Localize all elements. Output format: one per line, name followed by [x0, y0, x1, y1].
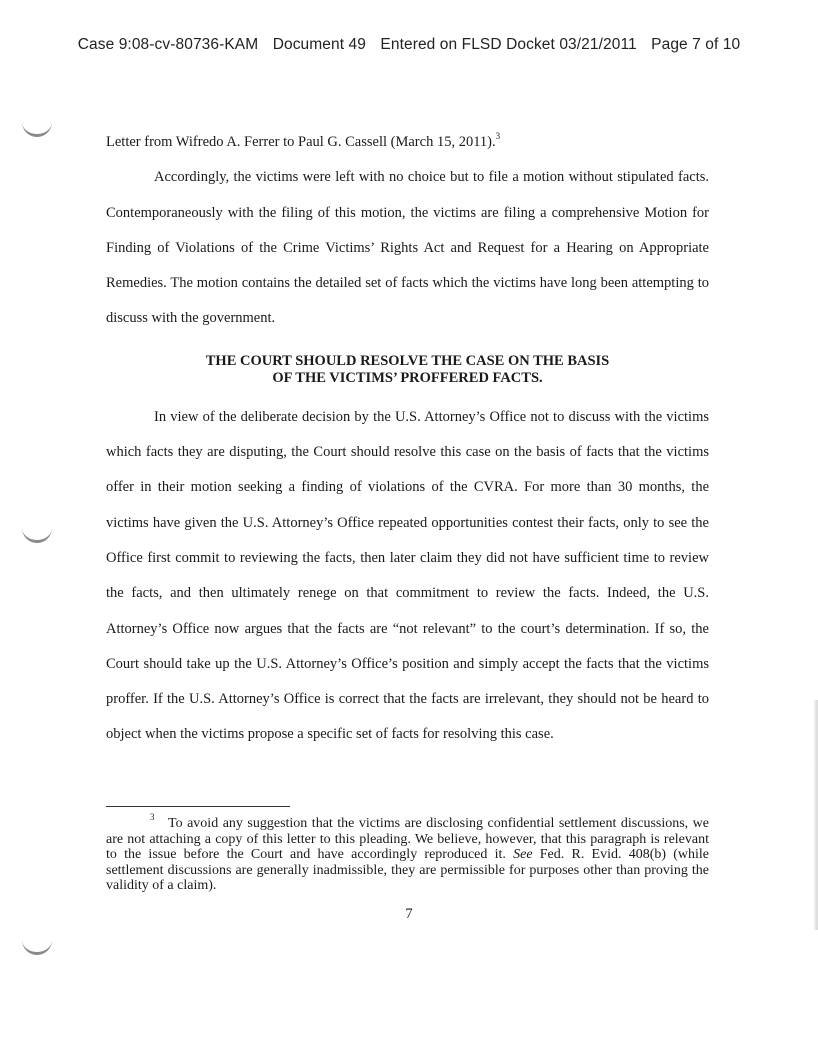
footnote-text	[106, 812, 710, 894]
footnote-citation: Fed. R. Evid. 408(b) (while settlement discussions are generally inadmissible, they are permissible for purposes other than proving the validity of a claim).	[106, 847, 710, 894]
section-heading	[106, 353, 709, 387]
footnote-reference: 3	[495, 131, 501, 141]
docket-entry: Entered on FLSD Docket 03/21/2011	[380, 36, 637, 53]
footnote-separator	[106, 806, 290, 807]
footnote-body: To avoid any suggestion that the victims are disclosing confidential settlement discussions, we are not attaching a copy of this letter to this pleading. We believe, however, that this paragraph is relevant to the issue before the Court and have accordingly reproduced it.	[106, 816, 710, 863]
letter-citation-text: Letter from Wifredo A. Ferrer to Paul G. Cassell (March 15, 2011).	[106, 134, 496, 150]
paragraph-resolve-on-facts: In view of the deliberate decision by the U.S. Attorney’s Office not to discuss with the victims which facts they are disputing, the Court should resolve this case on the basis of facts that the victims offer in their motion seeking a finding of violations of the CVRA. For more than 30 months, the victims have given the U.S. Attorney’s Office repeated opportunities contest their facts, only to see the Office first commit to reviewing the facts, then later claim they did not have sufficient time to review the facts, and then ultimately renege on that commitment to review the facts. Indeed, the U.S. Attorney’s Office now argues that the facts are “not relevant” to the court’s determination. If so, the Court should take up the U.S. Attorney’s Office’s position and simply accept the facts that the victims proffer. If the U.S. Attorney’s Office is correct that the facts are irrelevant, they should not be heard to object when the victims propose a specific set of facts for resolving this case.	[106, 408, 709, 743]
footnote-number: 3	[150, 812, 155, 822]
punch-hole-mark-middle	[22, 524, 52, 543]
body-text	[106, 125, 709, 753]
docket-header	[0, 36, 818, 54]
scan-edge-shadow	[814, 700, 818, 930]
footnote-cite-signal: See	[513, 847, 533, 863]
section-heading-line-2: OF THE VICTIMS’ PROFFERED FACTS.	[272, 369, 543, 386]
paragraph-no-stipulated-facts: Accordingly, the victims were left with no choice but to file a motion without stipulated facts. Contemporaneously with the filing of this motion, the victims are filing a comprehensive Motion for Finding of Violations of the Crime Victims’ Rights Act and Request for a Hearing on Appropriate Remedies. The motion contains the detailed set of facts which the victims have long been attempting to discuss with the government.	[106, 169, 709, 327]
document-number: Document 49	[272, 36, 366, 53]
punch-hole-mark-top	[22, 118, 52, 137]
page-count: Page 7 of 10	[651, 36, 741, 53]
page-number: 7	[405, 906, 413, 922]
paragraph-letter-citation	[106, 125, 709, 160]
section-heading-line-1: THE COURT SHOULD RESOLVE THE CASE ON THE BASIS	[205, 352, 610, 369]
punch-hole-mark-bottom	[22, 936, 52, 955]
footnote	[106, 812, 710, 894]
case-number: Case 9:08-cv-80736-KAM	[77, 36, 259, 53]
